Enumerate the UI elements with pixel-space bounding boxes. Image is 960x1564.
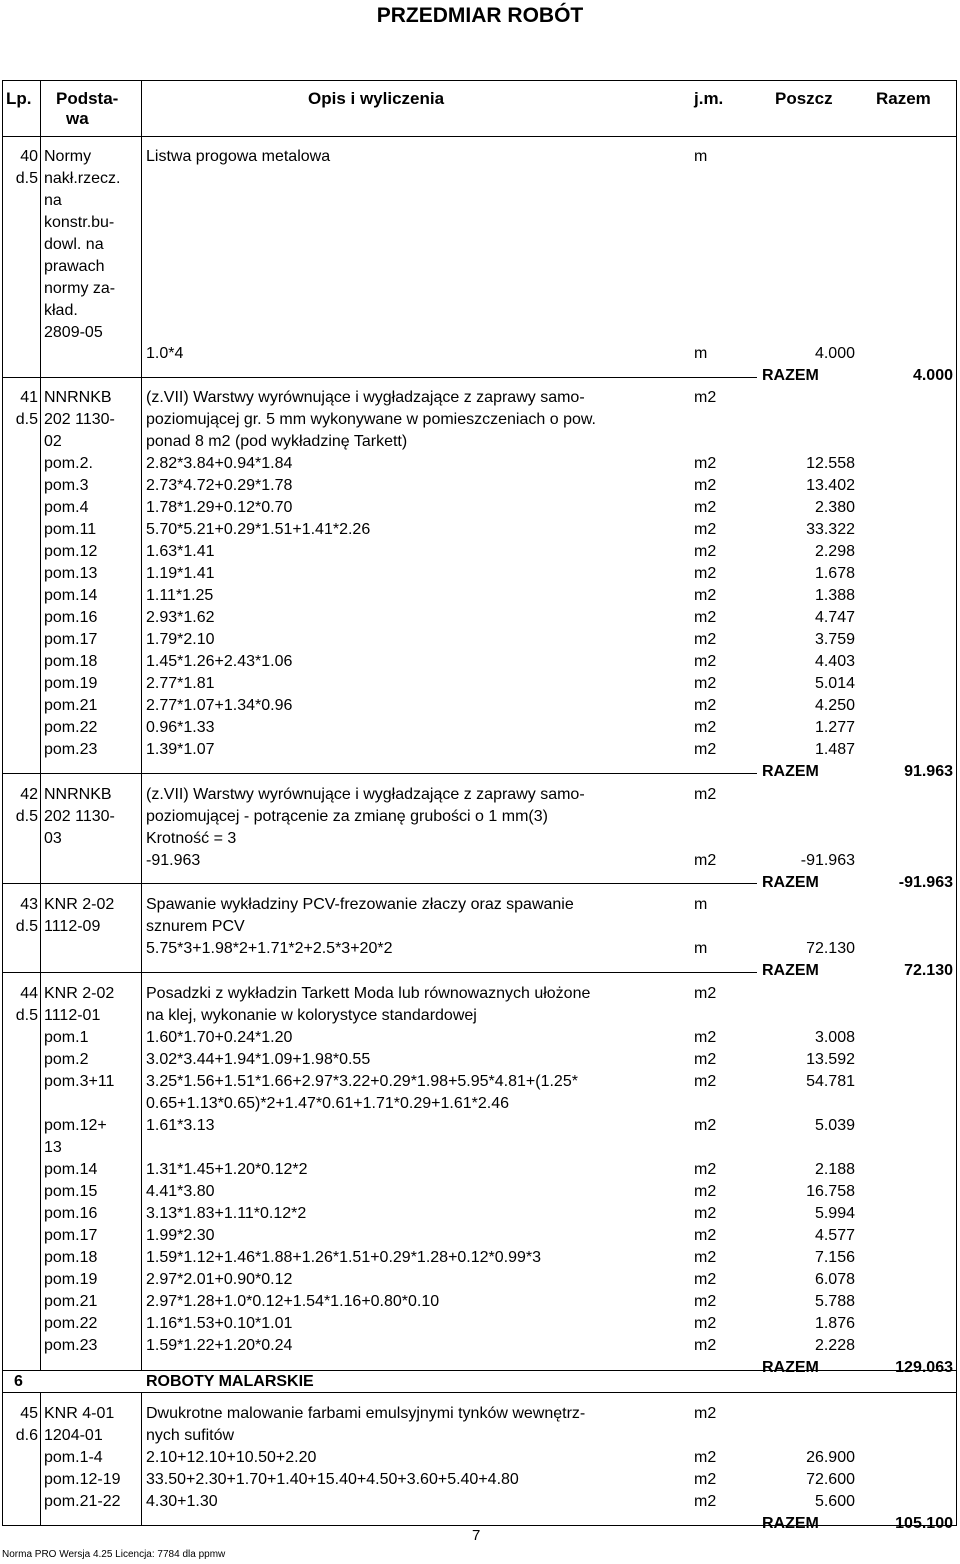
- unit-cell: m2: [694, 1405, 717, 1422]
- unit-cell: m2: [694, 1205, 717, 1222]
- quantity-cell: 54.781: [806, 1073, 855, 1090]
- col-sep-podstawa: [141, 80, 142, 1370]
- description-cell: 1.59*1.22+1.20*0.24: [146, 1337, 293, 1354]
- podstawa-cell: pom.15: [44, 1183, 98, 1200]
- razem-label: RAZEM: [762, 1359, 819, 1376]
- quantity-cell: 12.558: [806, 455, 855, 472]
- podstawa-cell: 202 1130-: [44, 411, 115, 428]
- header-poszcz: Poszcz: [775, 89, 833, 108]
- razem-label: RAZEM: [762, 962, 819, 979]
- description-cell: 2.93*1.62: [146, 609, 215, 626]
- description-cell: 4.30+1.30: [146, 1493, 218, 1510]
- podstawa-cell: pom.14: [44, 587, 98, 604]
- description-cell: 1.16*1.53+0.10*1.01: [146, 1315, 293, 1332]
- podstawa-cell: pom.11: [44, 521, 97, 538]
- unit-cell: m2: [694, 786, 717, 803]
- unit-cell: m2: [694, 521, 717, 538]
- header-lp: Lp.: [6, 89, 32, 108]
- unit-cell: m2: [694, 1337, 717, 1354]
- item-separator: [2, 773, 757, 774]
- section-title: ROBOTY MALARSKIE: [146, 1373, 314, 1390]
- quantity-cell: 26.900: [806, 1449, 855, 1466]
- quantity-cell: 1.678: [814, 565, 855, 582]
- unit-cell: m2: [694, 587, 717, 604]
- podstawa-cell: pom.2.: [44, 455, 93, 472]
- header-separator: [2, 136, 957, 137]
- quantity-cell: 1.487: [814, 741, 855, 758]
- quantity-cell: 4.577: [814, 1227, 855, 1244]
- unit-cell: m2: [694, 455, 717, 472]
- unit-cell: m2: [694, 609, 717, 626]
- description-cell: 1.59*1.12+1.46*1.88+1.26*1.51+0.29*1.28+0.12*0.99*3: [146, 1249, 542, 1266]
- description-cell: 0.65+1.13*0.65)*2+1.47*0.61+1.71*0.29+1.61*2.46: [146, 1095, 509, 1112]
- description-cell: Spawanie wykładziny PCV-frezowanie złaczy oraz spawanie: [146, 896, 574, 913]
- unit-cell: m2: [694, 1161, 717, 1178]
- unit-cell: m2: [694, 653, 717, 670]
- podstawa-cell: 02: [44, 433, 62, 450]
- podstawa-cell: pom.18: [44, 653, 98, 670]
- lp-cell: 45: [20, 1405, 38, 1422]
- quantity-cell: 4.250: [814, 697, 855, 714]
- quantity-cell: 2.228: [814, 1337, 855, 1354]
- quantity-cell: 13.592: [806, 1051, 855, 1068]
- podstawa-cell: pom.22: [44, 719, 98, 736]
- description-cell: Posadzki z wykładzin Tarkett Moda lub równowaznych ułożone: [146, 985, 591, 1002]
- quantity-cell: 5.014: [814, 675, 855, 692]
- description-cell: 3.02*3.44+1.94*1.09+1.98*0.55: [146, 1051, 371, 1068]
- description-cell: poziomującej - potrącenie za zmianę grubości o 1 mm(3): [146, 808, 548, 825]
- description-cell: poziomującej gr. 5 mm wykonywane w pomieszczeniach o pow.: [146, 411, 596, 428]
- description-cell: 0.96*1.33: [146, 719, 215, 736]
- page-number: 7: [472, 1527, 481, 1544]
- quantity-cell: 33.322: [806, 521, 855, 538]
- podstawa-cell: nakł.rzecz.: [44, 170, 121, 187]
- quantity-cell: 2.298: [814, 543, 855, 560]
- quantity-cell: 2.188: [814, 1161, 855, 1178]
- podstawa-cell: KNR 4-01: [44, 1405, 115, 1422]
- unit-cell: m2: [694, 1293, 717, 1310]
- podstawa-cell: dowl. na: [44, 236, 104, 253]
- item-separator: [2, 972, 757, 973]
- description-cell: na klej, wykonanie w kolorystyce standardowej: [146, 1007, 477, 1024]
- description-cell: 2.97*1.28+1.0*0.12+1.54*1.16+0.80*0.10: [146, 1293, 440, 1310]
- podstawa-cell: 1112-09: [44, 918, 101, 935]
- quantity-cell: 7.156: [814, 1249, 855, 1266]
- podstawa-cell: pom.16: [44, 609, 98, 626]
- lp-cell: d.5: [15, 1007, 38, 1024]
- podstawa-cell: pom.19: [44, 1271, 98, 1288]
- podstawa-cell: KNR 2-02: [44, 896, 115, 913]
- unit-cell: m: [694, 940, 708, 957]
- description-cell: 2.10+12.10+10.50+2.20: [146, 1449, 317, 1466]
- page-title: PRZEDMIAR ROBÓT: [376, 4, 584, 27]
- description-cell: 1.39*1.07: [146, 741, 215, 758]
- description-cell: Dwukrotne malowanie farbami emulsyjnymi tynków wewnętrz-: [146, 1405, 586, 1422]
- razem-label: RAZEM: [762, 763, 819, 780]
- quantity-cell: 5.788: [814, 1293, 855, 1310]
- quantity-cell: 5.994: [814, 1205, 855, 1222]
- podstawa-cell: pom.16: [44, 1205, 98, 1222]
- quantity-cell: 13.402: [806, 477, 855, 494]
- razem-value: 105.100: [895, 1515, 953, 1532]
- quantity-cell: 5.600: [814, 1493, 855, 1510]
- description-cell: 1.45*1.26+2.43*1.06: [146, 653, 293, 670]
- podstawa-cell: pom.18: [44, 1249, 98, 1266]
- description-cell: 2.97*2.01+0.90*0.12: [146, 1271, 293, 1288]
- podstawa-cell: 2809-05: [44, 324, 103, 341]
- razem-value: 4.000: [912, 367, 953, 384]
- quantity-cell: -91.963: [800, 852, 855, 869]
- description-cell: nych sufitów: [146, 1427, 235, 1444]
- col-sep-podstawa-2: [141, 1392, 142, 1526]
- podstawa-cell: 03: [44, 830, 62, 847]
- razem-value: 91.963: [904, 763, 953, 780]
- podstawa-cell: 1204-01: [44, 1427, 103, 1444]
- description-cell: 1.63*1.41: [146, 543, 215, 560]
- podstawa-cell: pom.17: [44, 631, 98, 648]
- col-sep-lp-2: [40, 1392, 41, 1526]
- lp-cell: d.5: [15, 808, 38, 825]
- lp-cell: 44: [20, 985, 38, 1002]
- quantity-cell: 2.380: [814, 499, 855, 516]
- header-jm: j.m.: [694, 89, 724, 108]
- podstawa-cell: pom.21-22: [44, 1493, 121, 1510]
- description-cell: (z.VII) Warstwy wyrównujące i wygładzające z zaprawy samo-: [146, 786, 585, 803]
- description-cell: 1.61*3.13: [146, 1117, 215, 1134]
- podstawa-cell: normy za-: [44, 280, 116, 297]
- podstawa-cell: pom.3+11: [44, 1073, 115, 1090]
- description-cell: 1.19*1.41: [146, 565, 215, 582]
- unit-cell: m2: [694, 1271, 717, 1288]
- description-cell: 1.31*1.45+1.20*0.12*2: [146, 1161, 308, 1178]
- podstawa-cell: pom.2: [44, 1051, 89, 1068]
- unit-cell: m2: [694, 631, 717, 648]
- unit-cell: m2: [694, 1449, 717, 1466]
- unit-cell: m2: [694, 499, 717, 516]
- quantity-cell: 3.008: [814, 1029, 855, 1046]
- description-cell: Krotność = 3: [146, 830, 237, 847]
- description-cell: 3.25*1.56+1.51*1.66+2.97*3.22+0.29*1.98+5.95*4.81+(1.25*: [146, 1073, 578, 1090]
- description-cell: 1.79*2.10: [146, 631, 215, 648]
- podstawa-cell: pom.19: [44, 675, 98, 692]
- unit-cell: m2: [694, 389, 717, 406]
- item-separator: [2, 377, 757, 378]
- podstawa-cell: pom.1: [44, 1029, 89, 1046]
- description-cell: 1.60*1.70+0.24*1.20: [146, 1029, 293, 1046]
- lp-cell: d.5: [15, 170, 38, 187]
- quantity-cell: 6.078: [814, 1271, 855, 1288]
- unit-cell: m2: [694, 1183, 717, 1200]
- quantity-cell: 16.758: [806, 1183, 855, 1200]
- razem-label: RAZEM: [762, 1515, 819, 1532]
- header-opis: Opis i wyliczenia: [308, 89, 445, 108]
- description-cell: sznurem PCV: [146, 918, 245, 935]
- podstawa-cell: konstr.bu-: [44, 214, 115, 231]
- unit-cell: m2: [694, 1471, 717, 1488]
- podstawa-cell: NNRNKB: [44, 786, 112, 803]
- podstawa-cell: 1112-01: [44, 1007, 101, 1024]
- lp-cell: 41: [20, 389, 38, 406]
- description-cell: ponad 8 m2 (pod wykładzinę Tarkett): [146, 433, 408, 450]
- podstawa-cell: 13: [44, 1139, 62, 1156]
- podstawa-cell: pom.3: [44, 477, 89, 494]
- description-cell: 4.41*3.80: [146, 1183, 215, 1200]
- description-cell: 1.11*1.25: [146, 587, 214, 604]
- podstawa-cell: pom.12: [44, 543, 98, 560]
- podstawa-cell: pom.12-19: [44, 1471, 121, 1488]
- description-cell: 2.73*4.72+0.29*1.78: [146, 477, 293, 494]
- unit-cell: m2: [694, 697, 717, 714]
- unit-cell: m2: [694, 1249, 717, 1266]
- lp-cell: d.6: [15, 1427, 38, 1444]
- razem-value: 72.130: [904, 962, 953, 979]
- unit-cell: m: [694, 345, 708, 362]
- lp-cell: 40: [20, 148, 38, 165]
- podstawa-cell: pom.21: [44, 1293, 98, 1310]
- quantity-cell: 4.403: [814, 653, 855, 670]
- unit-cell: m: [694, 148, 708, 165]
- unit-cell: m2: [694, 741, 717, 758]
- quantity-cell: 4.000: [814, 345, 855, 362]
- unit-cell: m2: [694, 852, 717, 869]
- podstawa-cell: NNRNKB: [44, 389, 112, 406]
- razem-value: -91.963: [898, 874, 953, 891]
- podstawa-cell: pom.23: [44, 741, 98, 758]
- quantity-cell: 72.600: [806, 1471, 855, 1488]
- description-cell: -91.963: [146, 852, 201, 869]
- lp-cell: 42: [20, 786, 38, 803]
- unit-cell: m2: [694, 675, 717, 692]
- unit-cell: m2: [694, 1117, 717, 1134]
- podstawa-cell: pom.1-4: [44, 1449, 103, 1466]
- unit-cell: m2: [694, 1315, 717, 1332]
- description-cell: 1.78*1.29+0.12*0.70: [146, 499, 293, 516]
- lp-cell: 43: [20, 896, 38, 913]
- description-cell: 5.75*3+1.98*2+1.71*2+2.5*3+20*2: [146, 940, 393, 957]
- section-number: 6: [14, 1373, 23, 1390]
- header-podstawa-1: Podsta-: [56, 89, 119, 108]
- quantity-cell: 3.759: [814, 631, 855, 648]
- unit-cell: m: [694, 896, 708, 913]
- description-cell: 2.77*1.07+1.34*0.96: [146, 697, 293, 714]
- podstawa-cell: 202 1130-: [44, 808, 115, 825]
- podstawa-cell: pom.4: [44, 499, 89, 516]
- podstawa-cell: Normy: [44, 148, 92, 165]
- quantity-cell: 4.747: [814, 609, 855, 626]
- razem-label: RAZEM: [762, 367, 819, 384]
- podstawa-cell: KNR 2-02: [44, 985, 115, 1002]
- quantity-cell: 72.130: [806, 940, 855, 957]
- podstawa-cell: na: [44, 192, 62, 209]
- podstawa-cell: pom.12+: [44, 1117, 107, 1134]
- podstawa-cell: pom.14: [44, 1161, 98, 1178]
- quantity-cell: 1.388: [814, 587, 855, 604]
- description-cell: 2.82*3.84+0.94*1.84: [146, 455, 293, 472]
- lp-cell: d.5: [15, 918, 38, 935]
- unit-cell: m2: [694, 1493, 717, 1510]
- podstawa-cell: prawach: [44, 258, 105, 275]
- description-cell: 3.13*1.83+1.11*0.12*2: [146, 1205, 307, 1222]
- podstawa-cell: pom.22: [44, 1315, 98, 1332]
- description-cell: 2.77*1.81: [146, 675, 215, 692]
- podstawa-cell: pom.21: [44, 697, 98, 714]
- podstawa-cell: pom.23: [44, 1337, 98, 1354]
- quantity-cell: 5.039: [814, 1117, 855, 1134]
- unit-cell: m2: [694, 985, 717, 1002]
- description-cell: 1.0*4: [146, 345, 184, 362]
- header-podstawa-2: wa: [66, 109, 89, 128]
- unit-cell: m2: [694, 565, 717, 582]
- unit-cell: m2: [694, 719, 717, 736]
- description-cell: 1.99*2.30: [146, 1227, 215, 1244]
- footer-license: Norma PRO Wersja 4.25 Licencja: 7784 dla ppmw: [2, 1549, 226, 1560]
- description-cell: 5.70*5.21+0.29*1.51+1.41*2.26: [146, 521, 371, 538]
- quantity-cell: 1.876: [814, 1315, 855, 1332]
- item-separator: [2, 883, 757, 884]
- razem-label: RAZEM: [762, 874, 819, 891]
- description-cell: Listwa progowa metalowa: [146, 148, 331, 165]
- podstawa-cell: pom.13: [44, 565, 98, 582]
- podstawa-cell: pom.17: [44, 1227, 98, 1244]
- podstawa-cell: kład.: [44, 302, 78, 319]
- unit-cell: m2: [694, 477, 717, 494]
- col-sep-lp: [40, 80, 41, 1370]
- unit-cell: m2: [694, 543, 717, 560]
- unit-cell: m2: [694, 1073, 717, 1090]
- header-razem: Razem: [876, 89, 931, 108]
- unit-cell: m2: [694, 1227, 717, 1244]
- quantity-cell: 1.277: [814, 719, 855, 736]
- description-cell: 33.50+2.30+1.70+1.40+15.40+4.50+3.60+5.40+4.80: [146, 1471, 519, 1488]
- lp-cell: d.5: [15, 411, 38, 428]
- unit-cell: m2: [694, 1051, 717, 1068]
- unit-cell: m2: [694, 1029, 717, 1046]
- description-cell: (z.VII) Warstwy wyrównujące i wygładzające z zaprawy samo-: [146, 389, 585, 406]
- razem-value: 129.063: [895, 1359, 953, 1376]
